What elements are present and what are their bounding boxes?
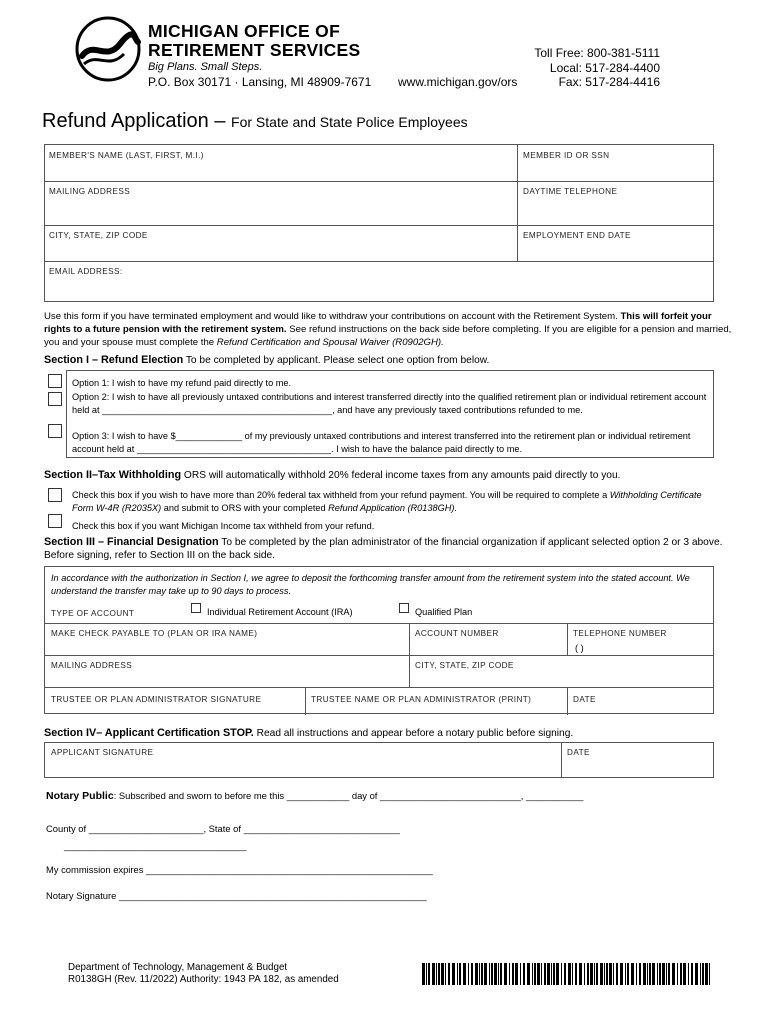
fw-text-b: and submit to ORS with your completed xyxy=(161,502,329,513)
form-subtitle: For State and State Police Employees xyxy=(231,114,468,130)
section1-title: Section I – Refund Election xyxy=(44,354,184,366)
michigan-withholding-text: Check this box if you want Michigan Income tax withheld from your refund. xyxy=(72,521,375,531)
applicant-signature-box xyxy=(44,742,714,778)
qualified-plan-label: Qualified Plan xyxy=(415,607,473,617)
daytime-phone-field[interactable]: DAYTIME TELEPHONE xyxy=(523,187,618,196)
section2-title: Section II–Tax Withholding xyxy=(44,469,182,481)
employment-end-date-field[interactable]: EMPLOYMENT END DATE xyxy=(523,231,631,240)
section3-authorization: In accordance with the authorization in Section I, we agree to deposit the forthcoming transfer amount from the retirement system into the stated account. We understand the transfer may take up to 90 days to process. xyxy=(51,573,690,596)
section4-title: Section IV– Applicant Certification STOP. xyxy=(44,727,254,739)
fw-text-a: Check this box if you wish to have more than 20% federal tax withheld from your refund payment. You will be required to complete a xyxy=(72,490,610,500)
fax: Fax: 517-284-4416 xyxy=(558,75,660,89)
member-id-field[interactable]: MEMBER ID OR SSN xyxy=(523,151,610,160)
fw-refund-app: Refund Application (R0138GH). xyxy=(328,502,458,513)
local-phone: Local: 517-284-4400 xyxy=(549,60,660,75)
form-title-main: Refund Application xyxy=(42,110,209,132)
intro-text-1: Use this form if you have terminated employment and would like to withdraw your contributions on account with the Retirement System. xyxy=(44,311,621,322)
intro-text-2: See refund instructions on the back side before completing. If you are eligible for a pension and married, you and your spouse must complete the xyxy=(44,324,732,348)
notary-sworn-line xyxy=(46,790,583,802)
org-website: www.michigan.gov/ors xyxy=(398,75,518,89)
member-name-field[interactable]: MEMBER'S NAME (LAST, FIRST, M.I.) xyxy=(49,151,204,160)
ors-logo xyxy=(72,16,144,82)
intro-spousal-waiver: Refund Certification and Spousal Waiver (R0902GH). xyxy=(216,337,444,348)
ira-checkbox[interactable] xyxy=(191,603,201,613)
section3-heading xyxy=(44,536,734,562)
intro-paragraph xyxy=(44,310,734,349)
contact-phones xyxy=(510,46,660,90)
barcode-icon xyxy=(422,963,714,985)
section3-title: Section III – Financial Designation xyxy=(44,536,219,548)
notary-sworn-text[interactable]: : Subscribed and sworn to before me this ____________ day of ___________________________, ___________ xyxy=(113,790,584,801)
section3-desc: To be completed by the plan administrator of the financial organization if applicant selected option 2 or 3 above. Before signing, refer to Section III on the back side. xyxy=(44,537,723,561)
plan-mailing-address-field[interactable]: MAILING ADDRESS xyxy=(51,661,133,670)
footer xyxy=(68,962,339,986)
org-address: P.O. Box 30171 · Lansing, MI 48909-7671 xyxy=(148,75,372,89)
payable-to-field[interactable]: MAKE CHECK PAYABLE TO (PLAN OR IRA NAME) xyxy=(51,629,258,638)
section4-desc: Read all instructions and appear before a notary public before signing. xyxy=(253,728,574,739)
notary-signature-line[interactable]: Notary Signature ___________________________________________________________ xyxy=(46,890,427,901)
trustee-signature-field[interactable]: TRUSTEE OR PLAN ADMINISTRATOR SIGNATURE xyxy=(51,695,262,704)
section1-desc: To be completed by applicant. Please select one option from below. xyxy=(183,355,490,366)
org-name-line2: RETIREMENT SERVICES xyxy=(148,40,361,60)
form-title xyxy=(42,110,468,133)
mailing-address-field[interactable]: MAILING ADDRESS xyxy=(49,187,131,196)
option1-text: Option 1: I wish to have my refund paid directly to me. xyxy=(72,378,292,388)
telephone-parens: ( ) xyxy=(575,643,584,653)
federal-withholding-text xyxy=(72,489,717,514)
account-number-field[interactable]: ACCOUNT NUMBER xyxy=(415,629,499,638)
federal-withholding-checkbox[interactable] xyxy=(48,488,62,502)
fw-form-w4r: Withholding Certificate Form W-4R (R2035X) xyxy=(72,490,702,513)
option2-text: Option 2: I wish to have all previously untaxed contributions and interest transferred directly into the qualified retirement plan or individual retirement account held at _____________________________________________, and have any previously taxed contributions refunded to me. xyxy=(72,392,707,415)
city-state-zip-field[interactable]: CITY, STATE, ZIP CODE xyxy=(49,231,148,240)
option3-text: Option 3: I wish to have $_____________ of my previously untaxed contributions and interest transferred into the retirement plan or individual retirement account held at ______________________________________. I wish to have the balance paid directly to me. xyxy=(72,431,691,454)
email-field[interactable]: EMAIL ADDRESS: xyxy=(49,267,123,276)
option3-checkbox[interactable] xyxy=(48,424,62,438)
notary-heading: Notary Public xyxy=(46,790,114,802)
toll-free: Toll Free: 800-381-5111 xyxy=(534,46,660,60)
notary-county-line[interactable]: County of ______________________, State of ______________________________ xyxy=(46,823,400,834)
footer-form-number: R0138GH (Rev. 11/2022) Authority: 1943 PA 182, as amended xyxy=(68,974,339,985)
notary-county-line2[interactable]: ___________________________________ xyxy=(64,840,247,851)
intro-warning: This will forfeit your rights to a future pension with the retirement system. xyxy=(44,311,712,335)
member-info-box xyxy=(44,144,714,302)
account-type-label: TYPE OF ACCOUNT xyxy=(51,609,135,618)
plan-telephone-field[interactable]: TELEPHONE NUMBER xyxy=(573,629,667,638)
title-dash: – xyxy=(208,110,232,132)
section3-box xyxy=(44,566,714,714)
plan-city-state-zip-field[interactable]: CITY, STATE, ZIP CODE xyxy=(415,661,514,670)
ira-label: Individual Retirement Account (IRA) xyxy=(207,607,353,617)
option1-checkbox[interactable] xyxy=(48,374,62,388)
trustee-date-field[interactable]: DATE xyxy=(573,695,596,704)
option2-checkbox[interactable] xyxy=(48,392,62,406)
section4-heading xyxy=(44,727,573,739)
tagline: Big Plans. Small Steps. xyxy=(148,61,263,73)
michigan-withholding-checkbox[interactable] xyxy=(48,514,62,528)
section2-desc: ORS will automatically withhold 20% federal income taxes from any amounts paid directly to you. xyxy=(181,470,621,481)
applicant-signature-field[interactable]: APPLICANT SIGNATURE xyxy=(51,748,154,757)
notary-commission-line[interactable]: My commission expires _______________________________________________________ xyxy=(46,864,433,875)
section1-heading xyxy=(44,354,489,366)
qualified-plan-checkbox[interactable] xyxy=(399,603,409,613)
org-name-line1: MICHIGAN OFFICE OF xyxy=(148,21,341,41)
section2-heading xyxy=(44,469,620,481)
applicant-date-field[interactable]: DATE xyxy=(567,748,590,757)
footer-dept: Department of Technology, Management & Budget xyxy=(68,962,288,973)
trustee-name-print-field[interactable]: TRUSTEE NAME OR PLAN ADMINISTRATOR (PRINT) xyxy=(311,695,532,704)
